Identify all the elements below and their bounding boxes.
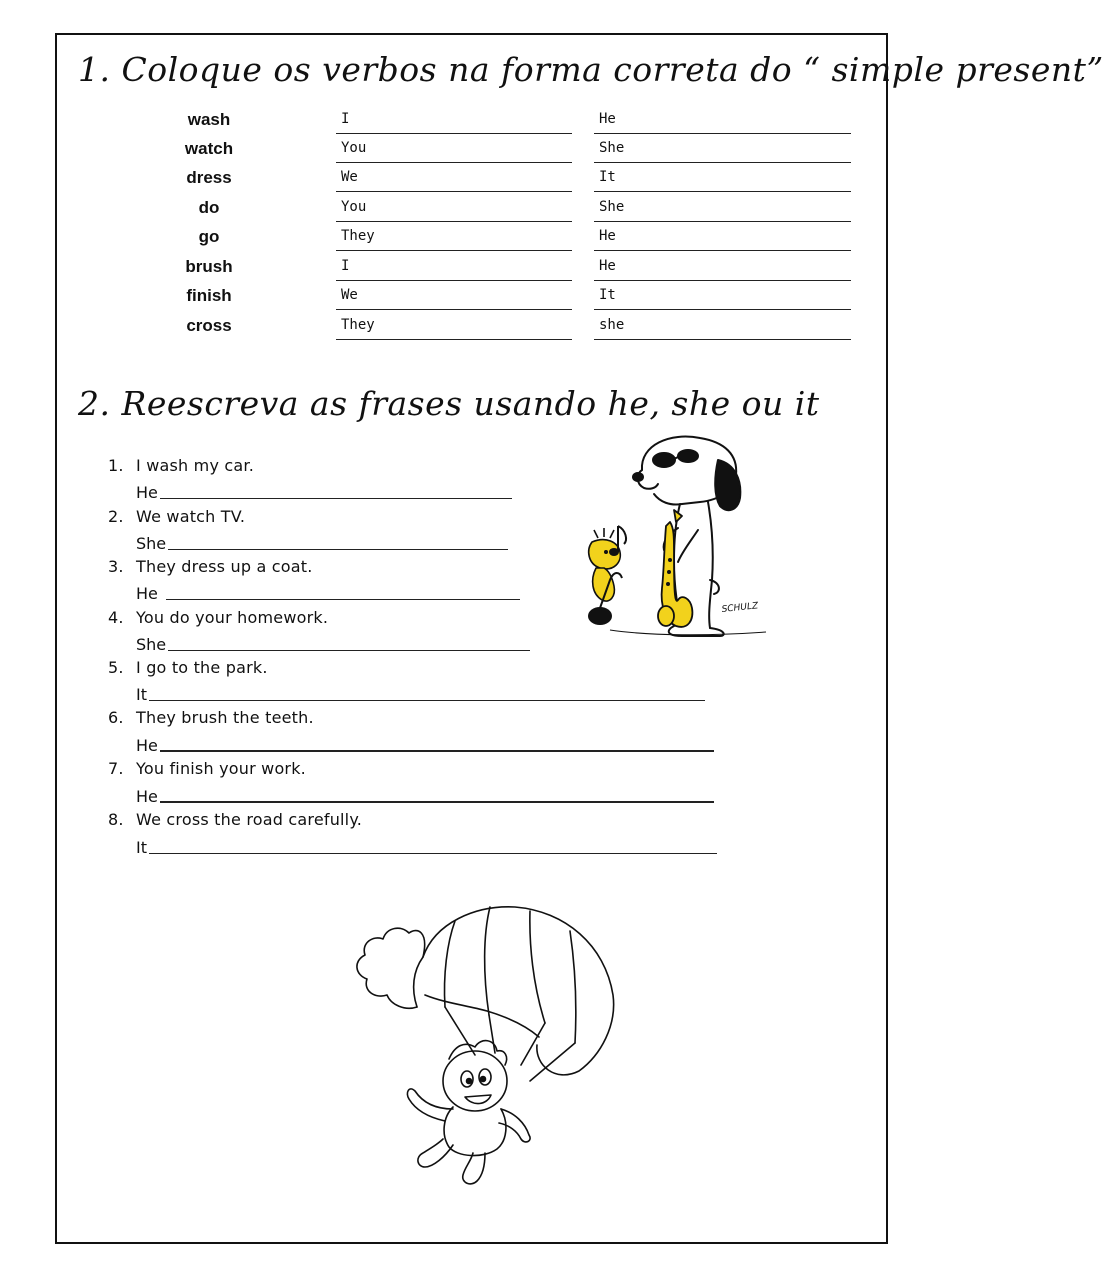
write-line[interactable]	[160, 750, 714, 752]
answer-blank[interactable]: He	[594, 227, 851, 251]
answer-prompt: He	[136, 787, 158, 806]
write-line[interactable]	[160, 498, 512, 499]
answer-prompt: He	[136, 584, 158, 603]
answer-blank[interactable]: We	[336, 168, 572, 192]
verb-row	[0, 227, 958, 257]
sentence-item	[108, 507, 245, 526]
answer-prompt: It	[136, 838, 147, 857]
item-number: 4.	[108, 608, 124, 627]
answer-line[interactable]	[136, 581, 520, 603]
verb-label: dress	[186, 168, 232, 187]
answer-prompt: She	[136, 635, 167, 654]
sentence-item	[108, 708, 314, 727]
exercise-1-title: 1. Coloque os verbos na forma correta do “ simple present”	[78, 50, 1104, 89]
answer-blank[interactable]: He	[594, 110, 851, 134]
answer-prompt: He	[136, 483, 158, 502]
answer-blank[interactable]: He	[594, 257, 851, 281]
verb-row	[0, 110, 958, 140]
sentence-item	[108, 608, 328, 627]
write-line[interactable]	[149, 853, 717, 854]
sentence-text: We cross the road carefully.	[136, 810, 362, 829]
verb-label: brush	[185, 257, 233, 276]
verb-label: watch	[184, 139, 234, 158]
item-number: 2.	[108, 507, 124, 526]
sentence-item	[108, 658, 268, 677]
answer-blank[interactable]: she	[594, 316, 851, 340]
sentence-text: I go to the park.	[136, 658, 268, 677]
verb-row	[0, 139, 958, 169]
answer-blank[interactable]: I	[336, 257, 572, 281]
snoopy-saxophone-icon	[570, 430, 770, 640]
write-line[interactable]	[168, 549, 508, 550]
sentence-item	[108, 810, 362, 829]
sentence-text: They dress up a coat.	[136, 557, 313, 576]
write-line[interactable]	[160, 801, 714, 803]
verb-label: go	[198, 227, 220, 246]
answer-blank[interactable]: They	[336, 227, 572, 251]
verb-row	[0, 316, 958, 346]
write-line[interactable]	[168, 650, 530, 651]
answer-blank[interactable]: It	[594, 168, 851, 192]
answer-blank[interactable]: It	[594, 286, 851, 310]
sentence-item	[108, 456, 254, 475]
answer-line[interactable]	[136, 632, 530, 654]
answer-prompt: He	[136, 736, 158, 755]
sentence-text: We watch TV.	[136, 507, 246, 526]
verb-label: wash	[187, 110, 231, 129]
verb-label: finish	[186, 286, 232, 305]
answer-blank[interactable]: You	[336, 139, 572, 163]
verb-label: cross	[186, 316, 232, 335]
answer-line[interactable]	[136, 784, 714, 806]
verb-row	[0, 286, 958, 316]
answer-line[interactable]	[136, 835, 717, 857]
verb-row	[0, 168, 958, 198]
answer-blank[interactable]: You	[336, 198, 572, 222]
answer-blank[interactable]: I	[336, 110, 572, 134]
answer-line[interactable]	[136, 682, 705, 704]
answer-line[interactable]	[136, 480, 512, 502]
verb-row	[0, 257, 958, 287]
answer-blank[interactable]: She	[594, 198, 851, 222]
sentence-text: You finish your work.	[136, 759, 306, 778]
answer-blank[interactable]: They	[336, 316, 572, 340]
item-number: 1.	[108, 456, 124, 475]
write-line[interactable]	[149, 700, 705, 701]
item-number: 5.	[108, 658, 124, 677]
exercise-2-title: 2. Reescreva as frases usando he, she ou it	[78, 384, 820, 423]
sentence-item	[108, 759, 306, 778]
answer-prompt: She	[136, 534, 167, 553]
sentence-item	[108, 557, 313, 576]
item-number: 6.	[108, 708, 124, 727]
answer-blank[interactable]: We	[336, 286, 572, 310]
answer-line[interactable]	[136, 531, 508, 553]
verb-label: do	[198, 198, 220, 217]
write-line[interactable]	[166, 599, 520, 600]
sentence-text: They brush the teeth.	[136, 708, 314, 727]
verb-row	[0, 198, 958, 228]
sentence-text: You do your homework.	[136, 608, 329, 627]
item-number: 3.	[108, 557, 124, 576]
sentence-text: I wash my car.	[136, 456, 254, 475]
parachute-boy-icon	[325, 895, 625, 1195]
item-number: 7.	[108, 759, 124, 778]
answer-line[interactable]	[136, 733, 714, 755]
item-number: 8.	[108, 810, 124, 829]
answer-blank[interactable]: She	[594, 139, 851, 163]
artist-signature: SCHULZ	[721, 601, 759, 615]
answer-prompt: It	[136, 685, 147, 704]
